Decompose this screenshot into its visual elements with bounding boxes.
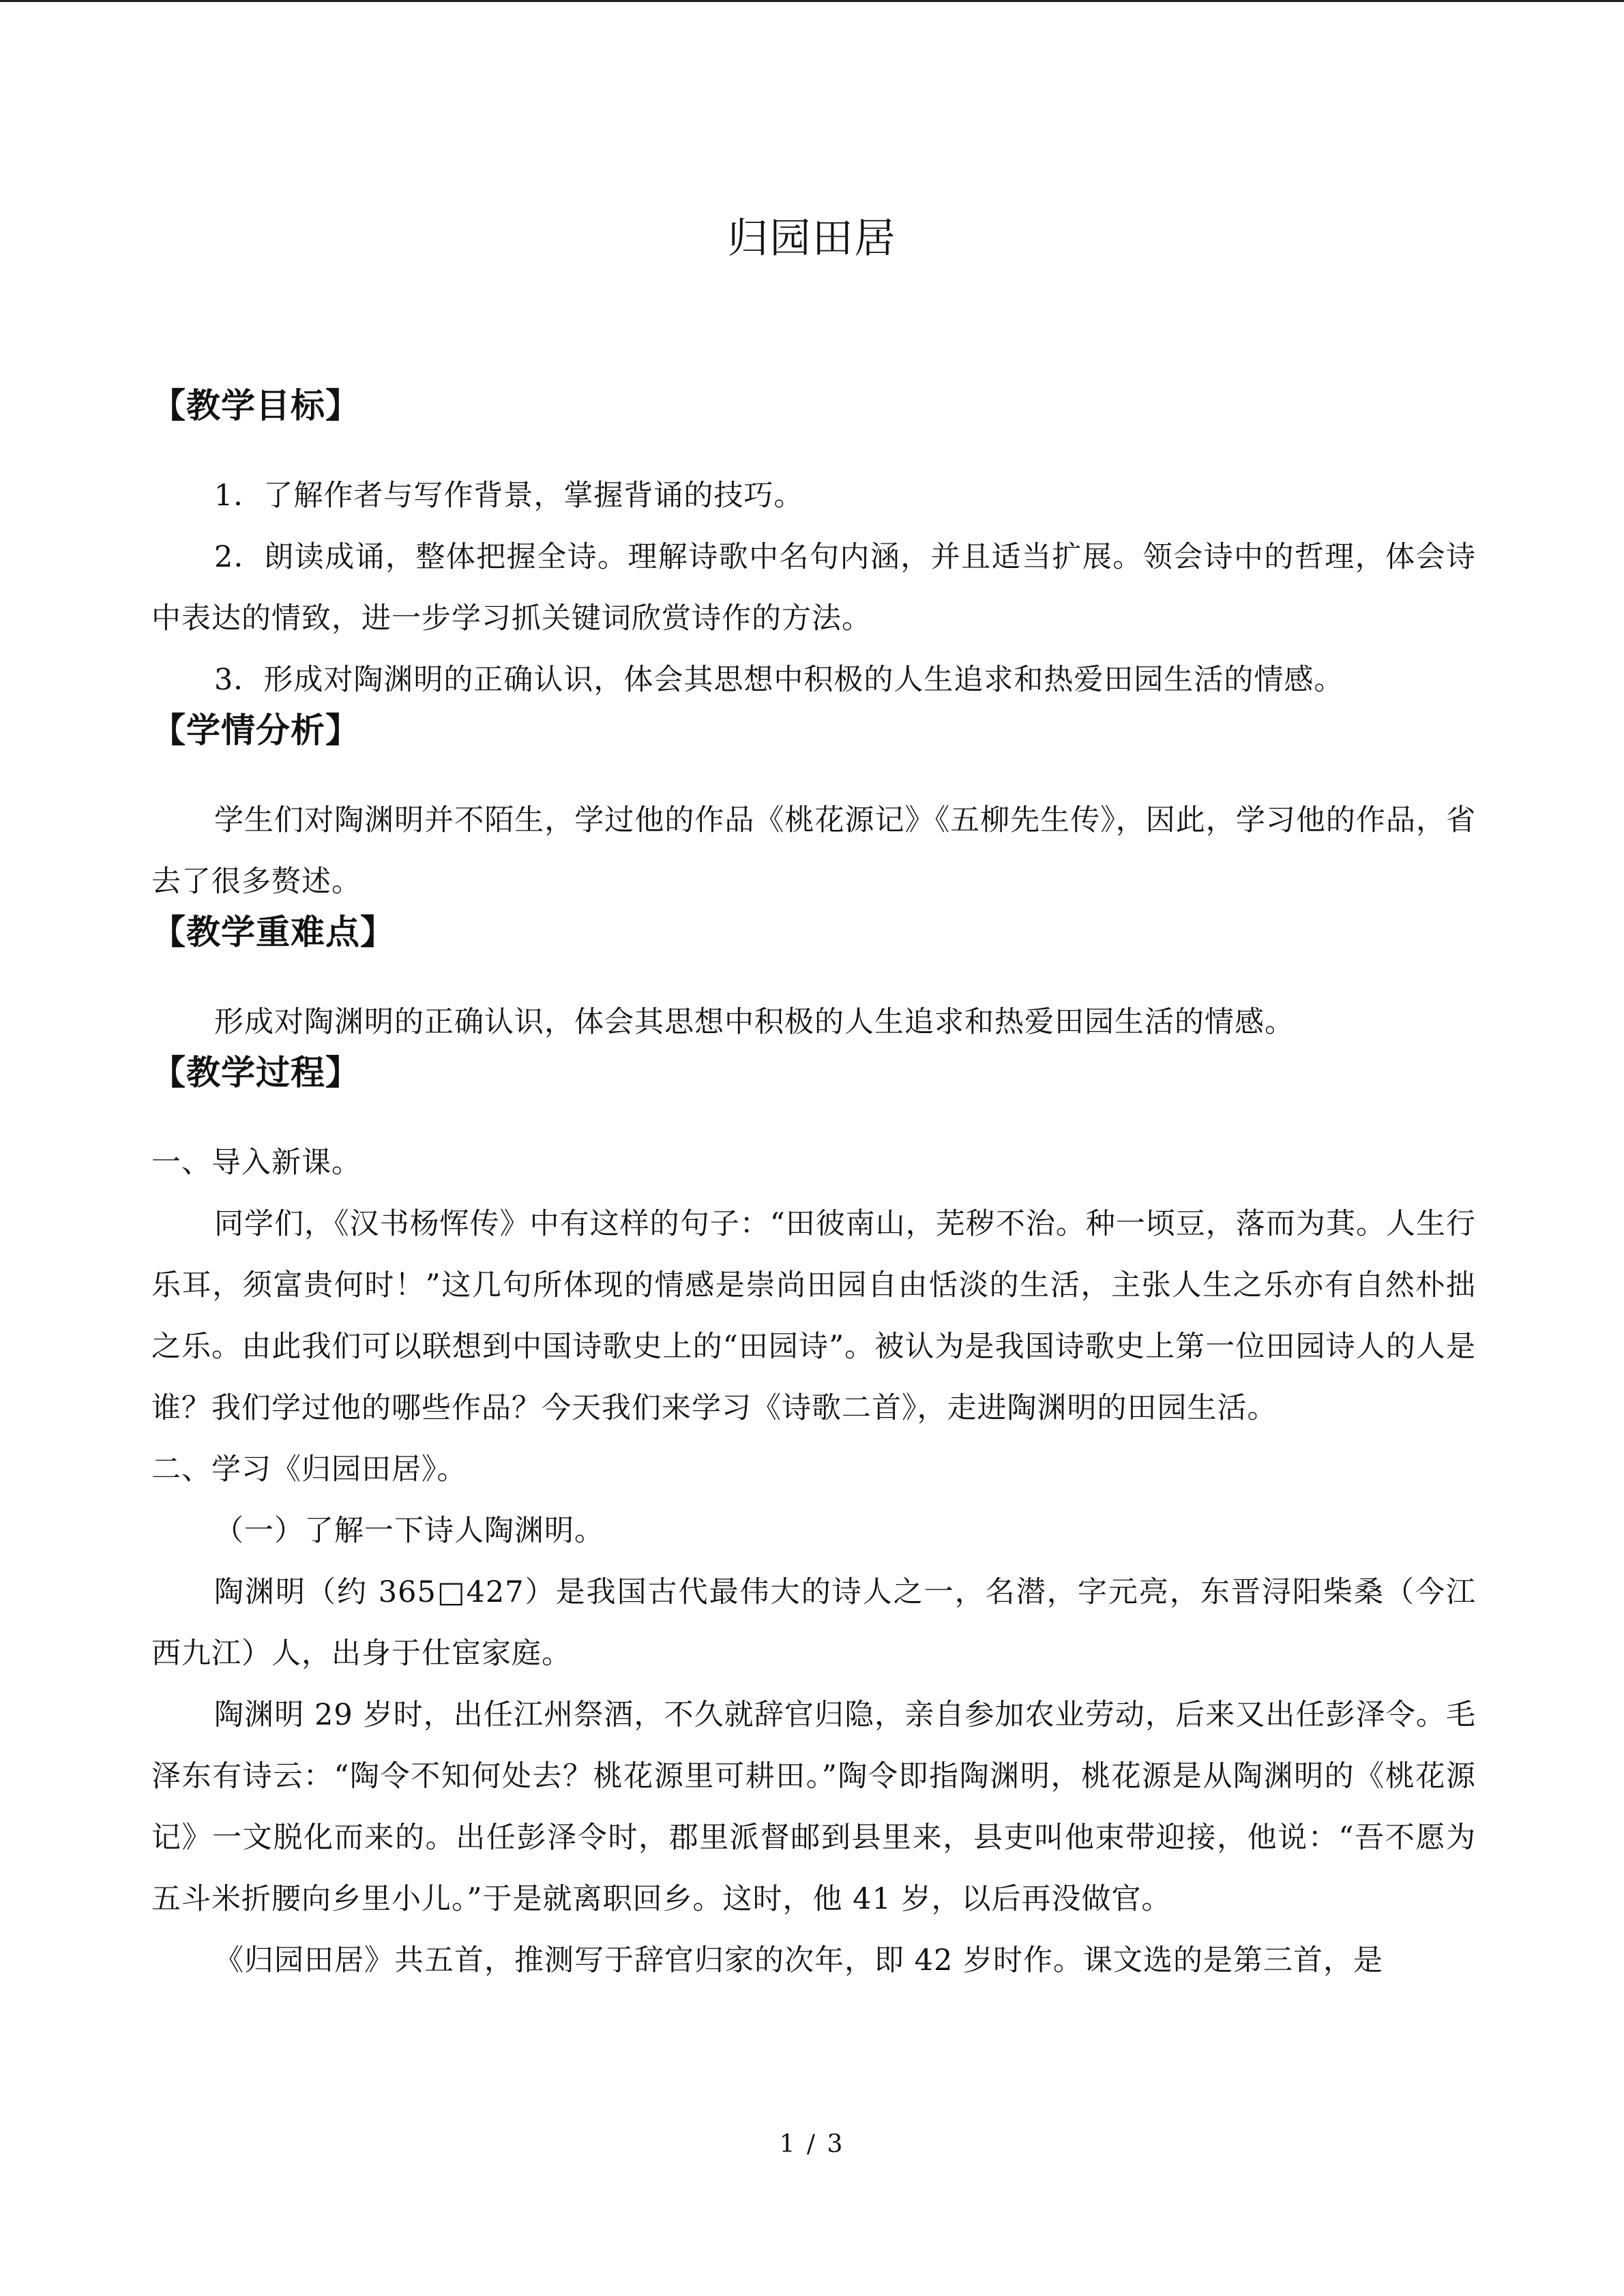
- heading-student-analysis: 【学情分析】: [151, 711, 360, 750]
- top-border-line: [0, 0, 1624, 2]
- page-title: 归园田居: [727, 215, 897, 263]
- step2-title: 二、学习《归园田居》。: [151, 1452, 467, 1487]
- key-points-text: 形成对陶渊明的正确认识，体会其思想中积极的人生追求和热爱田园生活的情感。: [214, 1005, 1295, 1039]
- heading-teaching-process: 【教学过程】: [151, 1053, 360, 1092]
- heading-teaching-goals: 【教学目标】: [151, 386, 360, 426]
- goal-item-3: 3．形成对陶渊明的正确认识，体会其思想中积极的人生追求和热爱田园生活的情感。: [214, 663, 1344, 697]
- heading-key-points: 【教学重难点】: [151, 912, 395, 952]
- page-number: 1 / 3: [779, 2130, 845, 2158]
- biography-paragraph-3: 《归园田居》共五首，推测写于辞官归家的次年，即 42 岁时作。课文选的是第三首，是: [214, 1943, 1384, 1978]
- biography-paragraph-2: 陶渊明 29 岁时，出任江州祭酒，不久就辞官归隐，亲自参加农业劳动，后来又出任彭泽令。毛泽东有诗云：“陶令不知何处去？桃花源里可耕田。”陶令即指陶渊明，桃花源是从陶渊明的《桃花源记》一文脱化而来的。出任彭泽令时，郡里派督邮到县里来，县吏叫他束带迎接，他说：“吾不愿为五斗米折腰向乡里小儿。”于是就离职回乡。这时，他 41 岁，以后再没做官。: [151, 1698, 1476, 1916]
- biography-paragraph-1: 陶渊明（约 365□427）是我国古代最伟大的诗人之一，名潜，字元亮，东晋浔阳柴桑（今江西九江）人，出身于仕宦家庭。: [151, 1575, 1476, 1671]
- step1-title: 一、导入新课。: [151, 1146, 361, 1180]
- step1-text: 同学们，《汉书杨恽传》中有这样的句子：“田彼南山，芜秽不治。种一顷豆，落而为萁。人生行乐耳，须富贵何时！”这几句所体现的情感是崇尚田园自由恬淡的生活，主张人生之乐亦有自然朴拙之乐。由此我们可以联想到中国诗歌史上的“田园诗”。被认为是我国诗歌史上第一位田园诗人的人是谁？我们学过他的哪些作品？今天我们来学习《诗歌二首》，走进陶渊明的田园生活。: [151, 1207, 1476, 1425]
- goal-item-2: 2．朗读成诵，整体把握全诗。理解诗歌中名句内涵，并且适当扩展。领会诗中的哲理，体会诗中表达的情致，进一步学习抓关键词欣赏诗作的方法。: [151, 540, 1476, 636]
- student-analysis-text: 学生们对陶渊明并不陌生，学过他的作品《桃花源记》《五柳先生传》，因此，学习他的作品，省去了很多赘述。: [151, 803, 1476, 899]
- sub1-title: （一）了解一下诗人陶渊明。: [214, 1514, 604, 1548]
- document-body: [151, 382, 1476, 1991]
- goal-item-1: 1．了解作者与写作背景，掌握背诵的技巧。: [214, 479, 804, 513]
